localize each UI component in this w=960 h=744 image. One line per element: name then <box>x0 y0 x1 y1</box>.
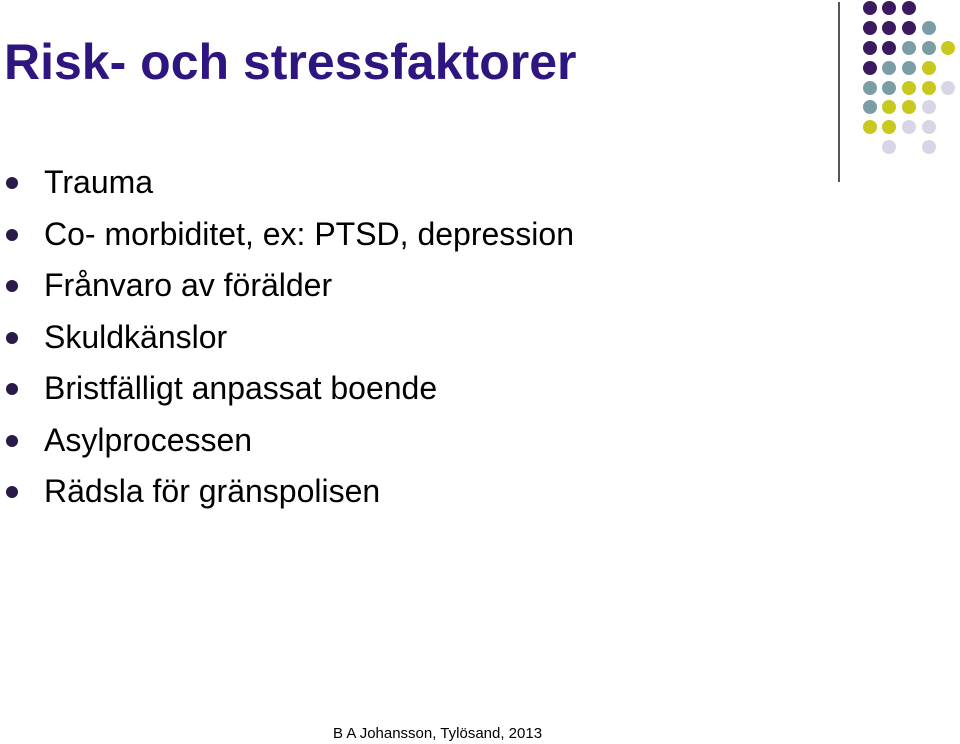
decorative-dot <box>902 120 916 134</box>
decorative-dot <box>922 61 936 75</box>
decorative-dot <box>863 100 877 114</box>
slide-title: Risk- och stressfaktorer <box>4 34 577 90</box>
decorative-dot <box>863 1 877 15</box>
decorative-dot <box>902 1 916 15</box>
decorative-dot <box>941 81 955 95</box>
bullet-text: Frånvaro av förälder <box>44 267 333 303</box>
decorative-dot <box>902 100 916 114</box>
decorative-dot <box>863 41 877 55</box>
decorative-dot <box>863 21 877 35</box>
decorative-dot <box>922 81 936 95</box>
decorative-dot <box>882 140 896 154</box>
decorative-dot <box>882 120 896 134</box>
decorative-dot <box>922 140 936 154</box>
bullet-icon <box>6 332 18 344</box>
decorative-dot <box>902 61 916 75</box>
decorative-dot <box>922 100 936 114</box>
decorative-dot <box>922 120 936 134</box>
decorative-dot <box>863 81 877 95</box>
footer-text: B A Johansson, Tylösand, 2013 <box>333 725 543 742</box>
decorative-dot <box>882 81 896 95</box>
decorative-dot <box>882 41 896 55</box>
decorative-dot <box>902 21 916 35</box>
bullet-icon <box>6 177 18 189</box>
decorative-dot <box>882 100 896 114</box>
bullet-icon <box>6 383 18 395</box>
decorative-dot <box>863 61 877 75</box>
decorative-dot <box>882 21 896 35</box>
decorative-dot <box>922 21 936 35</box>
bullet-text: Trauma <box>44 164 154 200</box>
decorative-dot <box>941 41 955 55</box>
bullet-text: Asylprocessen <box>44 421 253 458</box>
decorative-dot <box>863 120 877 134</box>
vertical-divider <box>838 2 840 182</box>
bullet-text: Bristfälligt anpassat boende <box>44 370 438 406</box>
decorative-dot <box>902 41 916 55</box>
decorative-dot <box>922 41 936 55</box>
bullet-icon <box>6 486 18 498</box>
decorative-dot <box>902 81 916 95</box>
bullet-icon <box>6 280 18 292</box>
decorative-dot <box>882 1 896 15</box>
bullet-text: Rädsla för gränspolisen <box>44 473 381 509</box>
bullet-text: Skuldkänslor <box>44 318 228 355</box>
bullet-icon <box>6 229 18 241</box>
bullet-text: Co- morbiditet, ex: PTSD, depression <box>44 215 574 252</box>
bullet-icon <box>6 435 18 447</box>
decorative-dot <box>882 61 896 75</box>
